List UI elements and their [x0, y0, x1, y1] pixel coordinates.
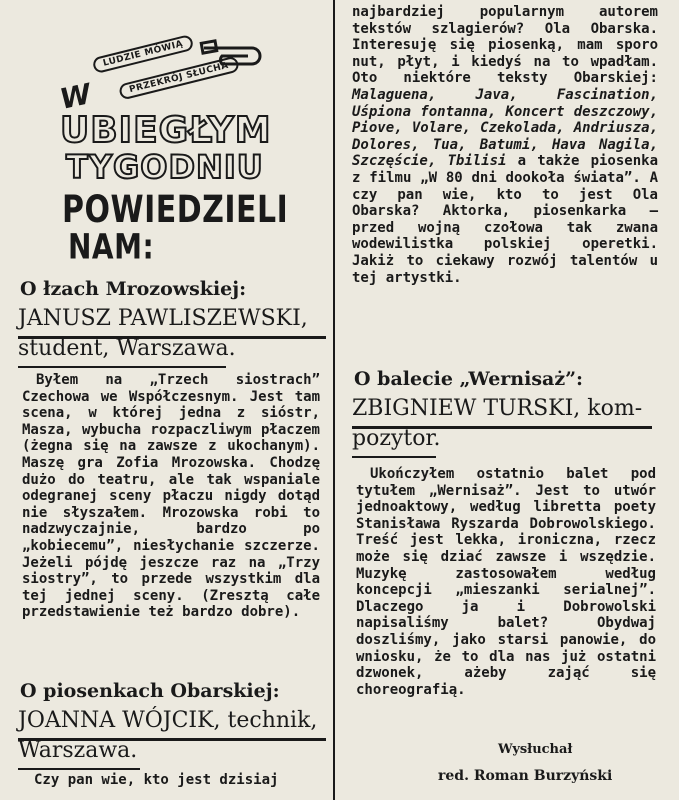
author-turski-role: pozytor.: [352, 426, 436, 458]
author-wojcik: JOANNA WÓJCIK, technik,: [18, 708, 326, 741]
section-title-mrozowska: O łzach Mrozowskiej:: [20, 278, 247, 300]
masthead-powiedzieli: POWIEDZIELI: [62, 188, 289, 232]
signature-label: Wysłuchał: [498, 742, 573, 757]
ear-icon: [198, 36, 268, 76]
author-wojcik-city: Warszawa.: [18, 738, 140, 770]
section-title-wernisaz: O balecie „Wernisaż”:: [354, 368, 584, 390]
column-divider: [333, 0, 335, 800]
section-body-obarska-continued: [352, 4, 658, 286]
section-body-wernisaz: Ukończyłem ostatnio balet pod tytułem „Wernisaż”. Jest to utwór jednoaktowy, według libretta poety Stanisława Ryszarda Dobrowolskiego. Treść jest lekka, ironiczna, rzecz może się dziać zawsze i wszędzie. Muzykę zastosowałem według koncepcji „mieszanki serialnej”. Dlaczego ja i Dobrowolski napisaliśmy balet? Obydwaj doszliśmy, jako starsi panowie, do wniosku, że to dla nas już ostatni dzwonek, ażeby zająć się choreografią.: [356, 466, 656, 698]
masthead-badge-top: LUDZIE MÓWIĄ: [92, 34, 195, 74]
author-turski: ZBIGNIEW TURSKI, kom-: [352, 396, 652, 429]
section-title-obarska: O piosenkach Obarskiej:: [20, 680, 280, 702]
obarska-song-titles: Malaguena, Java, Fascination, Uśpiona fontanna, Koncert deszczowy, Piove, Volare, Czekolada, Andriusza, Dolores, Tua, Batumi, Hava Nagila, Szczęście, Tbilisi: [352, 86, 658, 170]
masthead-nam: NAM:: [68, 226, 155, 268]
masthead-w: W: [56, 77, 94, 116]
masthead-ubieglym: UBIEGŁYM: [60, 110, 272, 151]
author-pawliszewski: JANUSZ PAWLISZEWSKI,: [18, 306, 326, 339]
masthead-badge-bottom: PRZEKRÓJ SŁUCHA: [118, 55, 240, 100]
obarska-text-part2: a także piosenka z filmu „W 80 dni dookoła świata”. A czy pan wie, kto to jest Ola Obarska? Aktorka, piosenkarka — przed wojną czołowa tak zwana wodewilistka polskiej operetki. Jakiż to ciekawy rozwój talentów u tej artystki.: [352, 153, 658, 286]
obarska-text-part1: najbardziej popularnym autorem tekstów szlagierów? Ola Obarska. Interesuję się piosenką, mam sporo nut, płyt, i kiedyś na to wpadłam. Oto niektóre teksty Obarskiej:: [352, 4, 658, 87]
section-body-mrozowska: Byłem na „Trzech siostrach” Czechowa we Współczesnym. Jest tam scena, w której jedna z sióstr, Masza, wybucha rozpaczliwym płaczem (żegna się na zawsze z ukochanym). Maszę gra Zofia Mrozowska. Chodzę dużo do teatru, ale tak wspaniale odegranej sceny płaczu nigdy dotąd nie słyszałem. Mrozowska robi to nadzwyczajnie, bardzo po „kobiecemu”, niesłychanie szczerze. Jeżeli pójdę jeszcze raz na „Trzy siostry”, to przede wszystkim dla tej jednej sceny. (Zresztą całe przedstawienie też bardzo dobre).: [22, 372, 320, 621]
section-body-obarska-start: Czy pan wie, kto jest dzisiaj: [34, 772, 279, 788]
signature-editor: red. Roman Burzyński: [438, 768, 613, 784]
author-pawliszewski-role: student, Warszawa.: [18, 336, 226, 368]
masthead-tygodniu: TYGODNIU: [66, 148, 264, 186]
